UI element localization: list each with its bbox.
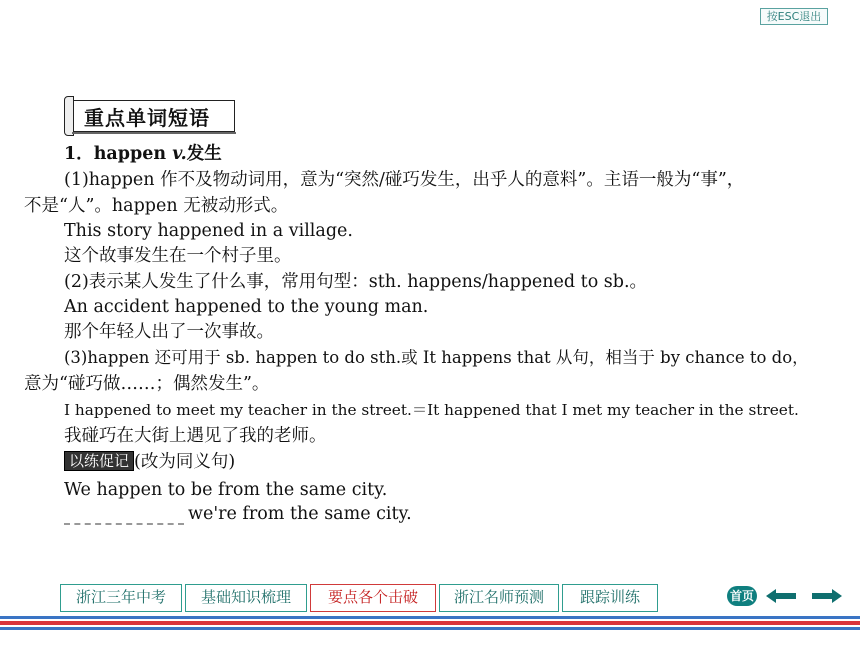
- text-line: (3)happen 还可用于 sb. happen to do sth.或 It happens that 从句，相当于 by chance to do，: [64, 348, 809, 367]
- nav-key-points[interactable]: 要点各个击破: [310, 584, 436, 612]
- example-en: An accident happened to the young man.: [64, 297, 429, 317]
- nav-follow-up-training[interactable]: 跟踪训练: [562, 584, 658, 612]
- section-header: [64, 96, 238, 136]
- nav-basic-knowledge[interactable]: 基础知识梳理: [185, 584, 307, 612]
- word-heading: 1．happen v.发生: [64, 144, 222, 164]
- practice-tag: 以练促记: [64, 451, 134, 471]
- example-zh: 这个故事发生在一个村子里。: [64, 246, 292, 266]
- answer-blank[interactable]: [64, 519, 184, 525]
- footer-stripe-blue: [0, 616, 860, 619]
- text-line: 不是“人”。happen 无被动形式。: [24, 196, 289, 216]
- prev-arrow-icon[interactable]: [766, 588, 796, 604]
- section-title: 重点单词短语: [84, 106, 210, 130]
- example-en: I happened to meet my teacher in the street.＝It happened that I met my teacher in the street.: [64, 401, 799, 419]
- example-en: This story happened in a village.: [64, 221, 353, 241]
- home-button[interactable]: 首页: [727, 586, 757, 606]
- exercise-sentence: We happen to be from the same city.: [64, 480, 388, 500]
- next-arrow-icon[interactable]: [812, 588, 842, 604]
- scroll-decoration-icon: [64, 96, 74, 136]
- exercise-answer-line: we're from the same city.: [188, 504, 412, 524]
- practice-line: 以练促记 (改为同义句): [64, 450, 235, 474]
- text-line: 意为“碰巧做……；偶然发生”。: [24, 374, 270, 394]
- text-line: (2)表示某人发生了什么事，常用句型：sth. happens/happened to sb.。: [64, 272, 648, 292]
- esc-exit-button[interactable]: 按ESC退出: [760, 8, 828, 25]
- nav-zhejiang-exams[interactable]: 浙江三年中考: [60, 584, 182, 612]
- bottom-nav: [60, 584, 661, 612]
- text-line: (1)happen 作不及物动词用，意为“突然/碰巧发生，出乎人的意料”。主语一般为“事”，: [64, 170, 745, 190]
- example-zh: 那个年轻人出了一次事故。: [64, 322, 274, 342]
- footer-stripe-red: [0, 621, 860, 625]
- example-zh: 我碰巧在大街上遇见了我的老师。: [64, 426, 327, 446]
- nav-teacher-prediction[interactable]: 浙江名师预测: [439, 584, 559, 612]
- footer-stripe-blue: [0, 627, 860, 630]
